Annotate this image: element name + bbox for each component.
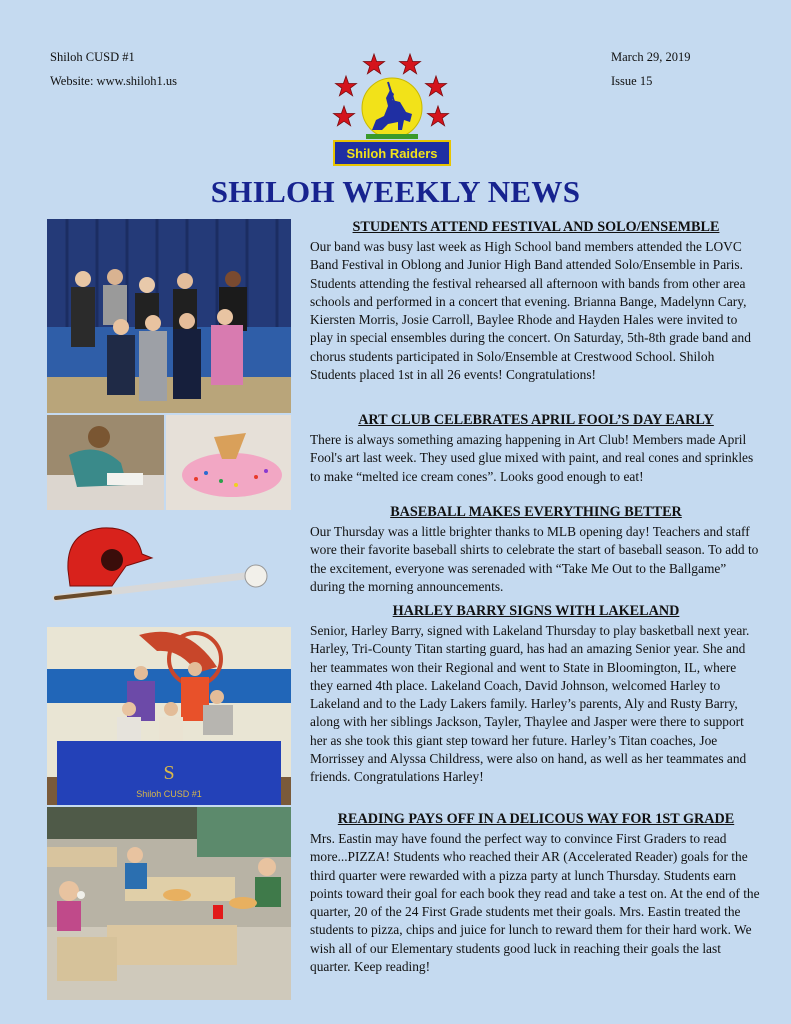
article-band-festival bbox=[310, 218, 762, 384]
logo-star-icon bbox=[400, 54, 421, 74]
melted-ice-cream-art-photo bbox=[166, 415, 291, 510]
logo-star-icon bbox=[426, 76, 447, 96]
first-grade-pizza-party-photo bbox=[47, 807, 291, 1000]
article-body: Mrs. Eastin may have found the perfect way to convince First Graders to read more...PIZZA! Students who reached their AR (Accelerated Reader) goals for the third quarter were rewarded with a pizza party at lunch Thursday. Students earn points toward their goal for each book they read and take a test on. At the end of the quarter, 20 of the 24 First Grade students met their goals. Mrs. Eastin treated the students to pizza, chips and juice for lunch to reward them for their hard work. We wish all of our Elementary students good luck in reaching their goals the last quarter. Keep reading! bbox=[310, 831, 760, 975]
website-text[interactable]: Website: www.shiloh1.us bbox=[50, 74, 177, 88]
issue-number: Issue 15 bbox=[611, 74, 653, 88]
logo-star-icon bbox=[336, 76, 357, 96]
article-title: HARLEY BARRY SIGNS WITH LAKELAND bbox=[392, 603, 680, 619]
article-body: There is always something amazing happening in Art Club! Members made April Fool's art last week. They used glue mixed with paint, and real cones and sprinkles to make “melted ice cream cones”. Looks good enough to eat! bbox=[310, 432, 754, 484]
article-baseball bbox=[310, 503, 762, 596]
newsletter-masthead: SHILOH WEEKLY NEWS bbox=[210, 174, 581, 209]
logo-text: Shiloh Raiders bbox=[346, 146, 438, 161]
article-title: STUDENTS ATTEND FESTIVAL AND SOLO/ENSEMBLE bbox=[352, 219, 720, 235]
baseball-icon bbox=[245, 565, 267, 587]
harley-barry-signing-photo bbox=[47, 627, 291, 805]
art-club-photo bbox=[47, 415, 164, 510]
article-title: BASEBALL MAKES EVERYTHING BETTER bbox=[390, 504, 682, 520]
shiloh-raiders-logo bbox=[330, 50, 454, 168]
header-left bbox=[50, 45, 177, 93]
band-students-photo bbox=[47, 219, 291, 413]
article-body: Our band was busy last week as High School band members attended the LOVC Band Festival in Oblong and Junior High Band attended Solo/Ensemble in Paris. Students attending the festival rehearsed all afternoon with bands from other area schools and performed in a concert that evening. Brianna Bange, Madelynn Cary, Kiersten Morris, Josie Carroll, Baylee Rhode and Hayden Hales were invited to play in special ensembles during the concert. On Saturday, 5th-8th grade band and chorus students participated in Solo/Ensemble at Crestwood School. Shiloh Students placed 1st in all 26 events! Congratulations! bbox=[310, 239, 751, 383]
article-harley-barry bbox=[310, 602, 762, 787]
article-art-club bbox=[310, 411, 762, 486]
logo-star-icon bbox=[364, 54, 385, 74]
article-body: Senior, Harley Barry, signed with Lakeland Thursday to play basketball next year. Harley, Tri-County Titan starting guard, has had an amazing Senior year. She and her teammates won their Regional and went to State in Bloomington, IL, where they earned 4th place. Lakeland Coach, David Johnson, welcomed Harley to Lakeland and to the Lady Lakers family. Harley’s parents, Aly and Rusty Barry, along with her siblings Jackson, Tayler, Thaylee and Jasper were there to support her as she took this giant step toward her future. Harley’s Titan coaches, Joe Morrissey and Alyssa Childress, were also on hand, as well as her teammates and friends. Congratulations Harley! bbox=[310, 623, 750, 785]
article-body: Our Thursday was a little brighter thanks to MLB opening day! Teachers and staff wore their favorite baseball shirts to celebrate the start of baseball season. To add to the excitement, everyone was serenaded with “Take Me Out to the Ballgame” during the morning announcements. bbox=[310, 524, 759, 594]
baseball-helmet-bat-illustration bbox=[50, 520, 280, 602]
logo-star-icon bbox=[334, 106, 355, 126]
signing-table-letter: S bbox=[163, 762, 175, 784]
article-reading-pizza bbox=[310, 810, 762, 976]
district-name: Shiloh CUSD #1 bbox=[50, 50, 135, 64]
article-title: READING PAYS OFF IN A DELICOUS WAY FOR 1ST GRADE bbox=[337, 811, 735, 827]
header-right bbox=[611, 45, 691, 93]
article-title: ART CLUB CELEBRATES APRIL FOOL’S DAY EARLY bbox=[358, 412, 714, 428]
signing-table-text: Shiloh CUSD #1 bbox=[136, 789, 202, 799]
issue-date: March 29, 2019 bbox=[611, 50, 691, 64]
logo-star-icon bbox=[428, 106, 449, 126]
